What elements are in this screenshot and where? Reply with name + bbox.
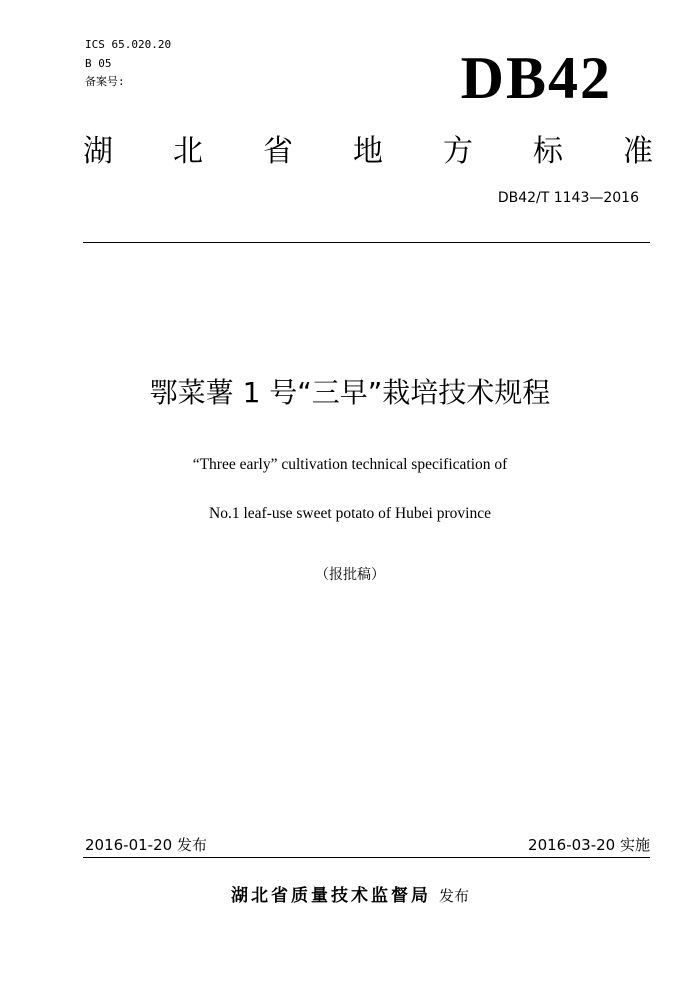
implement-date: 2016-03-20 实施 — [528, 836, 650, 854]
document-title-en-line1: “Three early” cultivation technical specification of — [192, 456, 508, 473]
standard-number: DB42/T 1143—2016 — [497, 190, 639, 206]
bottom-divider — [83, 857, 650, 858]
top-divider — [83, 242, 650, 243]
title-char: 湖 — [83, 134, 113, 169]
issuer-name: 湖北省质量技术监督局 — [230, 886, 431, 906]
standard-category-title — [83, 126, 653, 170]
issuer-suffix: 发布 — [438, 887, 469, 905]
classification-code: B 05 — [85, 57, 112, 70]
title-char: 北 — [173, 134, 203, 169]
document-title-en-line2: No.1 leaf-use sweet potato of Hubei province — [209, 505, 491, 522]
title-char: 省 — [263, 134, 293, 169]
standard-code-logo: DB42 — [460, 45, 612, 111]
title-char: 方 — [443, 134, 473, 169]
issuer-line — [0, 883, 700, 909]
ics-code: ICS 65.020.20 — [85, 38, 172, 51]
title-char: 地 — [353, 134, 383, 169]
draft-status: （报批稿） — [315, 567, 385, 583]
title-char: 准 — [623, 134, 653, 169]
publish-date: 2016-01-20 发布 — [85, 836, 207, 854]
title-char: 标 — [533, 134, 563, 169]
record-number-label: 备案号: — [85, 75, 125, 88]
document-title-cn: 鄂菜薯 1 号“三早”栽培技术规程 — [149, 376, 551, 409]
